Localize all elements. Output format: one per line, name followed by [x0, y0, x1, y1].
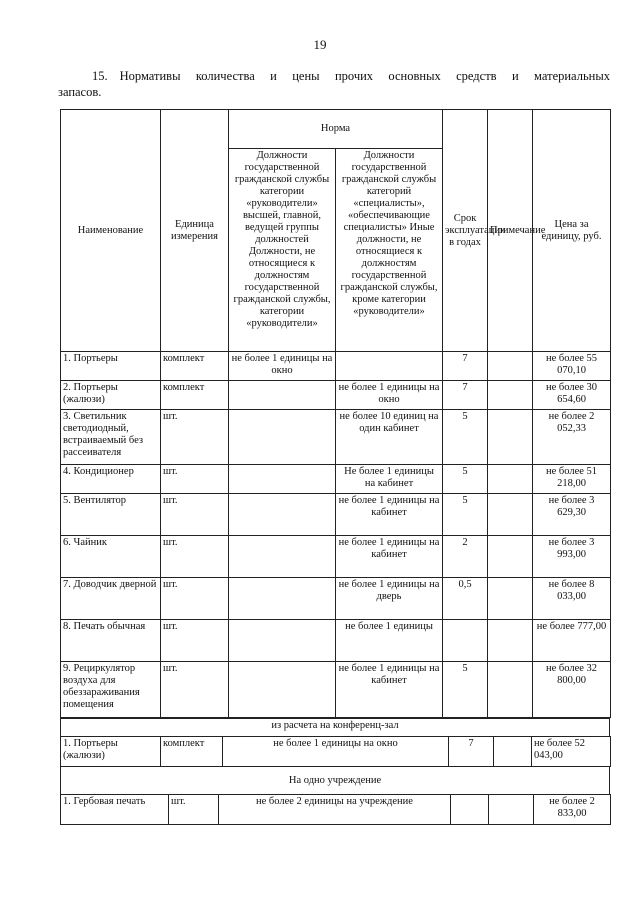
- section-heading: [58, 68, 610, 100]
- conference-section-table: [60, 718, 610, 737]
- page-number: 19: [313, 37, 327, 52]
- table-row: 1. Портьеры комплект не более 1 единицы на окно 7 не более 55 070,10: [61, 352, 611, 381]
- institution-row-table: [60, 794, 611, 825]
- table-row: 9. Рециркулятор воздуха для обеззараживания помещения шт. не более 1 единицы на кабинет 5 не более 32 800,00: [61, 662, 611, 718]
- header-norm-specialists: Должности государственной гражданской службы категорий «специалисты», «обеспечивающие специалисты» Иные должности, не относящиеся к должностям государственной гражданской службы, кроме категории «руководители»: [336, 149, 443, 352]
- table-row: 8. Печать обычная шт. не более 1 единицы не более 777,00: [61, 620, 611, 662]
- section-title: Нормативы количества и цены прочих основных средств и материальных: [119, 69, 610, 83]
- header-price: Цена за единицу, руб.: [533, 110, 611, 352]
- section-institution-label: На одно учреждение: [61, 767, 610, 795]
- header-term: Срок эксплуатации в годах: [443, 110, 488, 352]
- conference-row-table: [60, 736, 611, 767]
- table-row: 5. Вентилятор шт. не более 1 единицы на кабинет 5 не более 3 629,30: [61, 494, 611, 536]
- section-conference-label: из расчета на конференц-зал: [61, 719, 610, 737]
- table-row: 4. Кондиционер шт. Не более 1 единицы на кабинет 5 не более 51 218,00: [61, 465, 611, 494]
- institution-section-table: [60, 766, 610, 795]
- table-row: 2. Портьеры (жалюзи) комплект не более 1 единицы на окно 7 не более 30 654,60: [61, 381, 611, 410]
- table-row: 1. Портьеры (жалюзи) комплект не более 1 единицы на окно 7 не более 52 043,00: [61, 737, 611, 767]
- section-number: 15.: [92, 69, 108, 83]
- table-row: 7. Доводчик дверной шт. не более 1 единицы на дверь 0,5 не более 8 033,00: [61, 578, 611, 620]
- table-row: 6. Чайник шт. не более 1 единицы на кабинет 2 не более 3 993,00: [61, 536, 611, 578]
- header-unit: Единица измерения: [161, 110, 229, 352]
- header-name: Наименование: [61, 110, 161, 352]
- header-norm-managers: Должности государственной гражданской службы категории «руководители» высшей, главной, ведущей группы должностей Должности, не относящиеся к должностям государственной гражданской службы, категории «руководители»: [229, 149, 336, 352]
- table-row: 3. Светильник светодиодный, встраиваемый без рассеивателя шт. не более 10 единиц на один кабинет 5 не более 2 052,33: [61, 410, 611, 465]
- header-norm: Норма: [229, 110, 443, 149]
- header-note: Примечание: [488, 110, 533, 352]
- section-title-cont: запасов.: [58, 85, 102, 99]
- norms-table: [60, 109, 611, 718]
- table-row: 1. Гербовая печать шт. не более 2 единицы на учреждение не более 2 833,00: [61, 795, 611, 825]
